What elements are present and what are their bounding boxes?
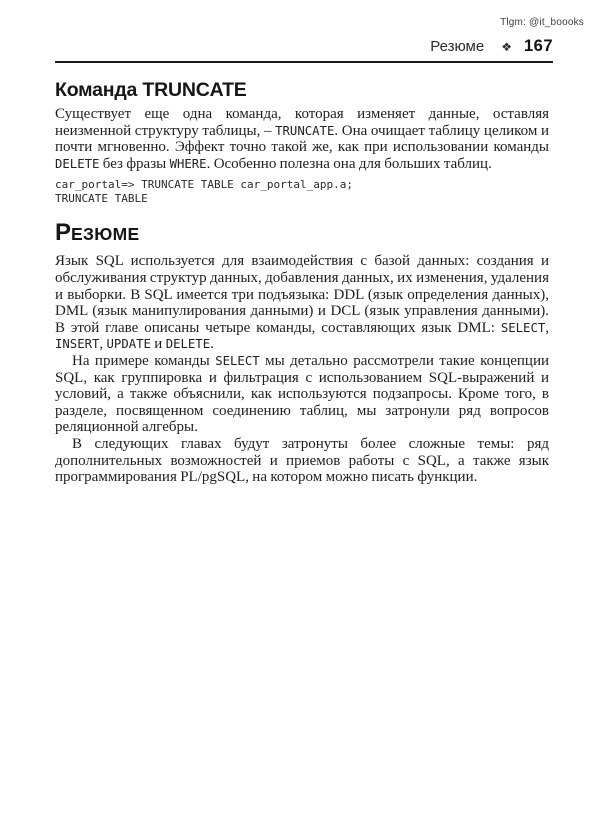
summary-heading bbox=[55, 220, 549, 247]
summary-paragraph-1 bbox=[55, 253, 549, 353]
inline-code: INSERT bbox=[55, 337, 100, 352]
watermark-text: Tlgm: @it_boooks bbox=[500, 17, 584, 28]
header-rule bbox=[55, 61, 553, 63]
inline-code: DELETE bbox=[165, 337, 211, 352]
summary-paragraph-3 bbox=[55, 436, 549, 486]
text-run: Существует еще одна команда, которая изменяет данные, оставляя неизменной структуру таблицы, – bbox=[55, 106, 549, 139]
text-run: . Особенно полезна она для больших таблиц. bbox=[206, 155, 492, 172]
text-run: мы детально рассмотрели такие концепции SQL, как группировка и фильтрация с использованием SQL-выражений и условий, а также объяснили, как используются подзапросы. Кроме того, в разделе, посвященном соединению таблиц, мы затронули ряд вопросов реляционной алгебры. bbox=[55, 352, 549, 436]
code-line: TRUNCATE TABLE bbox=[55, 191, 148, 205]
inline-code: SELECT bbox=[500, 320, 546, 335]
text-run: без фразы bbox=[99, 155, 170, 172]
text-run: . bbox=[210, 336, 214, 353]
heading-initial: Р bbox=[55, 219, 72, 247]
page-content bbox=[55, 79, 549, 486]
code-block bbox=[55, 178, 549, 205]
ornament-icon: ❖ bbox=[501, 40, 512, 54]
code-line: car_portal=> TRUNCATE TABLE car_portal_app.a; bbox=[55, 178, 354, 192]
inline-code: DELETE bbox=[55, 156, 100, 171]
heading-rest: ЕЗЮМЕ bbox=[71, 224, 140, 245]
text-run: В следующих главах будут затронуты более сложные темы: ряд дополнительных возможностей и приемов работы с SQL, а также язык программирования PL/pgSQL, на котором можно писать функции. bbox=[55, 435, 549, 486]
text-run: На примере команды bbox=[72, 352, 216, 369]
text-run: и bbox=[150, 336, 166, 353]
running-title: Резюме bbox=[430, 38, 485, 55]
section-heading-truncate: Команда TRUNCATE bbox=[55, 79, 247, 101]
inline-code: SELECT bbox=[215, 353, 260, 368]
text-run: Язык SQL используется для взаимодействия с базой данных: создания и обслуживания структур данных, добавления данных, их изменения, удаления и выборки. В SQL имеется три подъязыка: DDL (язык определения данных), DML (язык манипулирования данными) и DCL (язык управления данными). В этой главе описаны четыре команды, составляющих язык DML: bbox=[55, 253, 549, 336]
truncate-paragraph bbox=[55, 106, 549, 172]
summary-paragraph-2 bbox=[55, 353, 549, 436]
page-number: 167 bbox=[523, 37, 553, 55]
inline-code: TRUNCATE bbox=[275, 123, 335, 138]
inline-code: WHERE bbox=[169, 156, 207, 171]
text-run: . Она очищает таблицу целиком и почти мгновенно. Эффект точно такой же, как при использовании команды bbox=[55, 122, 549, 156]
text-run: , bbox=[99, 336, 107, 353]
inline-code: UPDATE bbox=[106, 337, 151, 352]
page-header bbox=[430, 37, 553, 56]
text-run: , bbox=[545, 319, 549, 336]
